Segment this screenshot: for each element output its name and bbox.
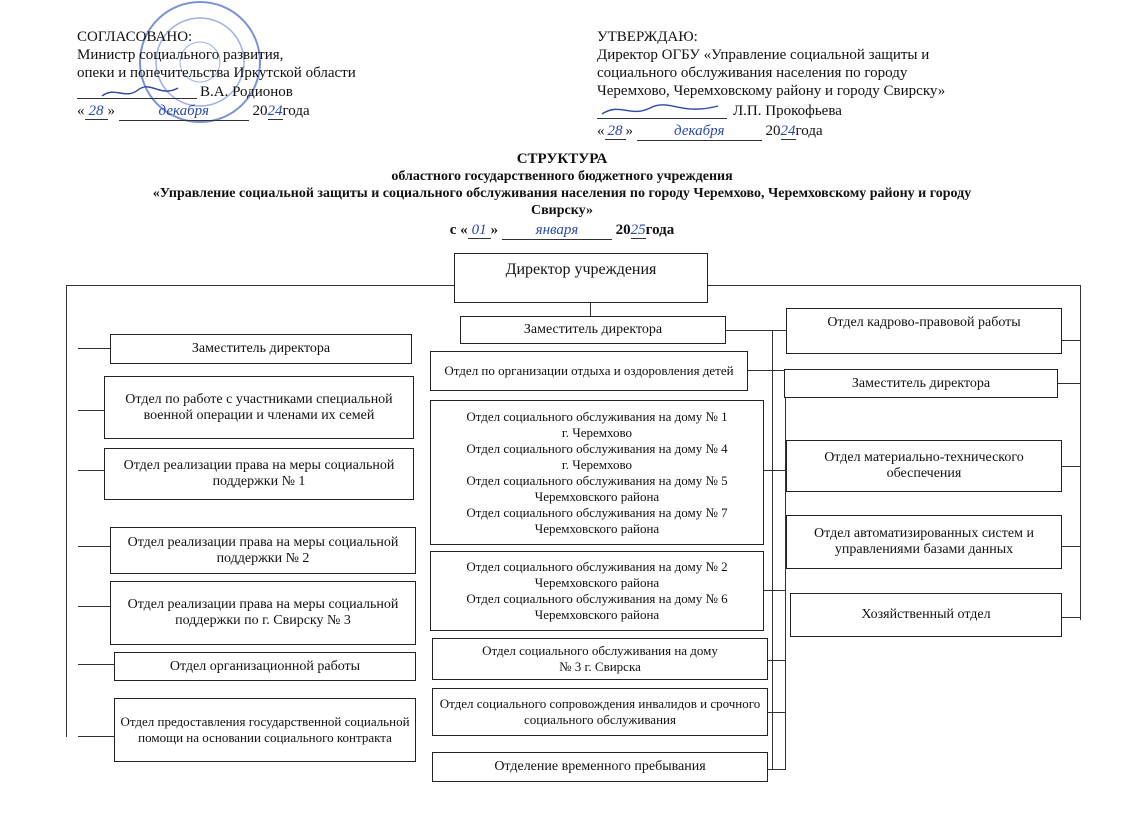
stub-center-6: [768, 769, 786, 770]
org-center-home-group-a: [430, 400, 764, 545]
connector-right-trunk: [1080, 285, 1081, 620]
home-a-line-4: г. Черемхово: [561, 456, 633, 472]
home-c-line-1: Отдел социального обслуживания на дому: [482, 643, 718, 658]
stub-right-2: [1058, 383, 1080, 384]
approval-left-line2: опеки и попечительства Иркутской области: [77, 65, 356, 81]
stub-center-4: [768, 660, 786, 661]
approval-right-line2: социального обслуживания населения по городу: [597, 65, 908, 81]
org-center-disabled-support: Отдел социального сопровождения инвалидов и срочного социального обслуживания: [432, 688, 768, 736]
home-a-line-7: Отдел социального обслуживания на дому № 7: [466, 504, 728, 520]
stub-right-1: [1062, 340, 1080, 341]
org-right-hr-legal: Отдел кадрово-правовой работы: [786, 308, 1062, 354]
org-left-social-contract: Отдел предоставления государственной социальной помощи на основании социального контракта: [114, 698, 416, 762]
home-c-line-2: № 3 г. Свирска: [559, 659, 641, 674]
org-center-rest-dept: Отдел по организации отдыха и оздоровления детей: [430, 351, 748, 391]
approval-right-label: УТВЕРЖДАЮ:: [597, 29, 698, 45]
stub-center-3: [764, 590, 786, 591]
stub-left-6: [78, 664, 114, 665]
document-subtitle-line2: «Управление социальной защиты и социального обслуживания населения по городу Черемхово, Черемховскому району и городу: [152, 186, 972, 201]
org-right-deputy: Заместитель директора: [784, 369, 1058, 398]
approval-left-label: СОГЛАСОВАНО:: [77, 29, 193, 45]
stub-center-5: [768, 712, 786, 713]
stub-left-1: [78, 348, 110, 349]
org-left-svo-dept: Отдел по работе с участниками специальной военной операции и членами их семей: [104, 376, 414, 439]
org-center-home-svirsk: [432, 638, 768, 680]
home-a-line-5: Отдел социального обслуживания на дому № 5: [466, 472, 728, 488]
connector-left-trunk: [66, 285, 67, 737]
org-left-support-svirsk: Отдел реализации права на меры социальной поддержки по г. Свирску № 3: [110, 581, 416, 645]
home-a-line-3: Отдел социального обслуживания на дому № 4: [466, 440, 728, 456]
document-heading: СТРУКТУРА: [516, 151, 608, 167]
org-left-org-work: Отдел организационной работы: [114, 652, 416, 681]
org-left-support-1: Отдел реализации права на меры социальной поддержки № 1: [104, 448, 414, 500]
approval-right-line1: Директор ОГБУ «Управление социальной защиты и: [597, 47, 930, 63]
home-b-line-4: Черемховского района: [534, 607, 660, 622]
org-right-logistics: Отдел материально-технического обеспечения: [786, 440, 1062, 492]
org-right-household: Хозяйственный отдел: [790, 593, 1062, 637]
center-bracket-outer: [772, 330, 773, 770]
org-right-it-databases: Отдел автоматизированных систем и управлениями базами данных: [786, 515, 1062, 569]
center-head-right-link: [726, 330, 786, 331]
stub-left-3: [78, 470, 104, 471]
approval-left-signer: В.А. Родионов: [200, 84, 293, 100]
org-center-temporary-stay: Отделение временного пребывания: [432, 752, 768, 782]
center-bracket-inner: [785, 370, 786, 770]
home-a-line-1: Отдел социального обслуживания на дому № 1: [466, 408, 728, 424]
home-a-line-6: Черемховского района: [534, 488, 660, 504]
stub-right-4: [1062, 546, 1080, 547]
home-b-line-3: Отдел социального обслуживания на дому № 6: [466, 591, 728, 606]
approval-right-signer: Л.П. Прокофьева: [733, 103, 842, 119]
stub-center-2: [764, 470, 786, 471]
signature-right: [600, 100, 720, 120]
org-center-home-group-b: [430, 551, 764, 631]
home-b-line-1: Отдел социального обслуживания на дому № 2: [466, 559, 728, 574]
approval-right-date: « 28 » декабря 2024года: [597, 123, 823, 139]
stub-left-5: [78, 606, 110, 607]
document-subtitle-line3: Свирску»: [531, 203, 593, 218]
approval-left-line1: Министр социального развития,: [77, 47, 284, 63]
approval-right-line3: Черемхово, Черемховскому району и городу Свирску»: [597, 83, 946, 99]
home-a-line-2: г. Черемхово: [561, 424, 633, 440]
stub-right-5: [1062, 617, 1080, 618]
signature-left: [100, 84, 180, 102]
stub-left-2: [78, 410, 104, 411]
home-b-line-2: Черемховского района: [534, 575, 660, 590]
connector-top-left: [66, 285, 454, 286]
org-director: Директор учреждения: [454, 253, 708, 303]
org-center-deputy: Заместитель директора: [460, 316, 726, 344]
connector-top-right: [708, 285, 1080, 286]
org-left-deputy: Заместитель директора: [110, 334, 412, 364]
effective-date: с « 01 » января 2025года: [449, 222, 675, 238]
stub-left-4: [78, 546, 110, 547]
stub-center-1: [748, 370, 786, 371]
connector-center-down: [590, 302, 591, 316]
stub-right-3: [1062, 466, 1080, 467]
org-left-support-2: Отдел реализации права на меры социальной поддержки № 2: [110, 527, 416, 574]
document-subtitle-line1: областного государственного бюджетного учреждения: [391, 169, 733, 184]
home-a-line-8: Черемховского района: [534, 520, 660, 536]
approval-left-date: « 28 » декабря 2024года: [77, 103, 310, 119]
stub-left-7: [78, 736, 114, 737]
